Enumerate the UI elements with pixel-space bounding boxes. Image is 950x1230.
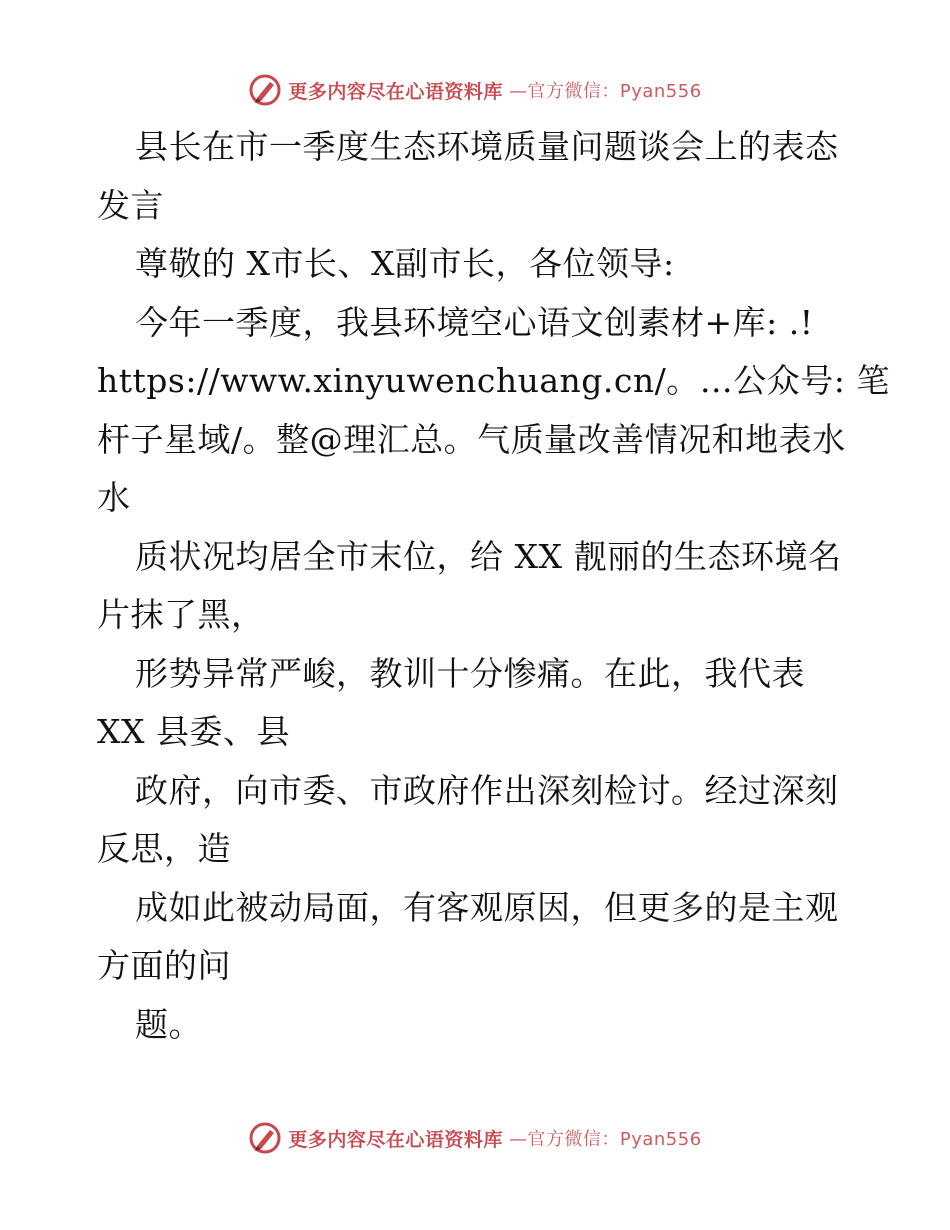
pen-logo-icon xyxy=(248,1121,282,1155)
paragraph-line: 反思，造 xyxy=(97,829,231,868)
paragraph-line: 成如此被动局面，有客观原因，但更多的是主观 xyxy=(135,887,839,927)
title-line-1: 县长在市一季度生态环境质量问题谈会上的表态 xyxy=(135,127,839,166)
paragraph-line: 今年一季度，我县环境空心语文创素材+库: .! xyxy=(135,302,814,342)
paragraph-line: https://www.xinyuwenchuang.cn/。…公众号: 笔 xyxy=(97,361,890,400)
paragraph-line: 政府，向市委、市政府作出深刻检讨。经过深刻 xyxy=(135,770,839,810)
paragraph-line: 形势异常严峻，教训十分惨痛。在此，我代表 xyxy=(135,653,805,693)
paragraph-line: 方面的问 xyxy=(97,946,231,985)
watermark-sub-text: —官方微信：Pyan556 xyxy=(508,81,702,102)
paragraph-line: XX 县委、县 xyxy=(97,712,290,751)
paragraph-line: 质状况均居全市末位，给 XX 靓丽的生态环境名 xyxy=(135,536,842,576)
watermark-main-text: 更多内容尽在心语资料库 xyxy=(288,1128,503,1151)
header-watermark xyxy=(0,70,950,110)
paragraph-line: 水 xyxy=(97,478,131,517)
paragraph-line: 杆子星域/。整@理汇总。气质量改善情况和地表水 xyxy=(97,419,846,459)
footer-watermark xyxy=(0,1118,950,1158)
pen-logo-icon xyxy=(248,73,282,107)
title-line-2: 发言 xyxy=(97,185,164,225)
paragraph-line: 题。 xyxy=(135,1004,202,1044)
watermark-main-text: 更多内容尽在心语资料库 xyxy=(288,80,503,103)
paragraph-line: 片抹了黑， xyxy=(97,595,265,634)
document-body xyxy=(97,118,890,1054)
salutation-line: 尊敬的 X市长、X副市长，各位领导: xyxy=(135,244,675,283)
watermark-sub-text: —官方微信：Pyan556 xyxy=(508,1129,702,1150)
